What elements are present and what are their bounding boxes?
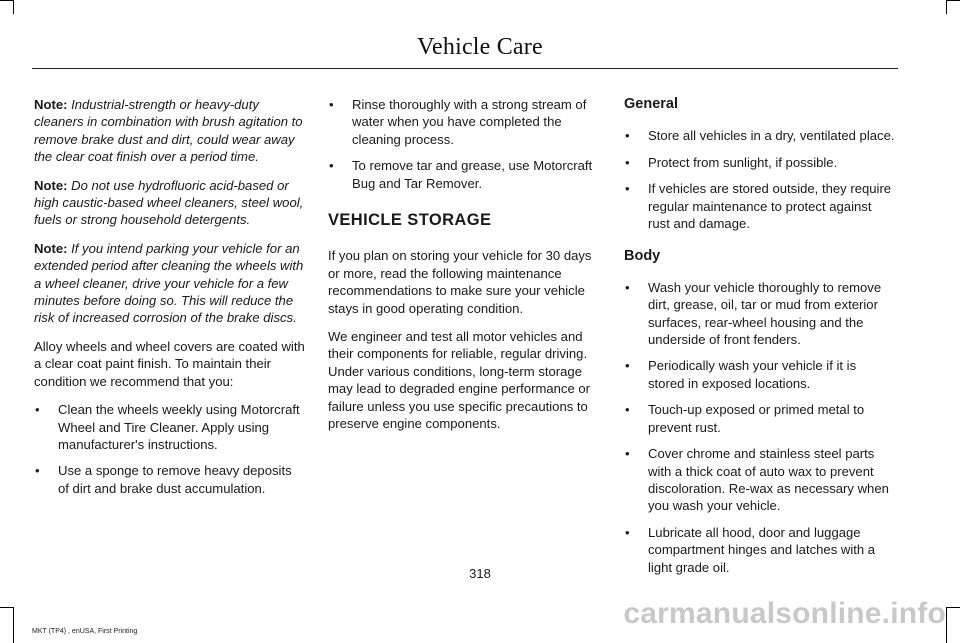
column-1 [34,96,306,511]
list-item: • Store all vehicles in a dry, ventilated place. [624,127,896,144]
list-item: • Touch-up exposed or primed metal to prevent rust. [624,401,896,436]
column-2 [328,96,600,444]
column-3 [624,96,896,590]
wheel-care-list-continued [328,96,600,192]
general-list [624,127,896,232]
note-label: Note: [34,240,68,256]
section-heading-vehicle-storage: VEHICLE STORAGE [328,211,492,230]
list-item: • Wash your vehicle thoroughly to remove dirt, grease, oil, tar or mud from exterior surfaces, rear-wheel housing and the underside of front fenders. [624,279,896,349]
header-divider [32,68,898,69]
note-label: Note: [34,177,68,193]
note-3 [34,240,306,327]
storage-intro-paragraph: If you plan on storing your vehicle for 30 days or more, read the following maintenance recommendations to make sure your vehicle stays in good operating condition. [328,248,592,316]
crop-mark-top-left [0,0,14,1]
list-item: • Clean the wheels weekly using Motorcraft Wheel and Tire Cleaner. Apply using manufacturer's instructions. [34,401,306,453]
crop-mark-bottom-right [946,607,947,643]
crop-mark-bottom-left-h [0,607,14,608]
note-label: Note: [34,97,68,112]
page-title: Vehicle Care [417,34,543,60]
list-item: • Use a sponge to remove heavy deposits of dirt and brake dust accumulation. [34,462,306,497]
wheel-care-list [34,401,306,497]
subheading-general: General [624,96,678,112]
crop-mark-bottom-right-h [946,607,960,608]
list-item: • Lubricate all hood, door and luggage compartment hinges and latches with a light grade oil. [624,524,896,576]
list-item: • To remove tar and grease, use Motorcraft Bug and Tar Remover. [328,157,600,192]
body-list [624,279,896,576]
alloy-wheels-paragraph: Alloy wheels and wheel covers are coated with a clear coat paint finish. To maintain their condition we recommend that you: [34,338,305,389]
print-info: MKT (TP4) , enUSA, First Printing [32,628,138,635]
note-2 [34,177,306,229]
watermark: carmanualsonline.info [623,597,946,630]
crop-mark-top-left-vertical [13,0,14,14]
list-item: • Rinse thoroughly with a strong stream of water when you have completed the cleaning process. [328,96,600,148]
crop-mark-top-right [946,0,960,1]
list-item: • Protect from sunlight, if possible. [624,154,896,171]
list-item: • Cover chrome and stainless steel parts with a thick coat of auto wax to prevent discoloration. Re-wax as necessary when you wash your vehicle. [624,445,896,515]
page-number: 318 [469,566,491,581]
list-item: • If vehicles are stored outside, they require regular maintenance to protect against rust and damage. [624,180,896,232]
list-item: • Periodically wash your vehicle if it is stored in exposed locations. [624,357,896,392]
storage-engineering-paragraph: We engineer and test all motor vehicles and their components for reliable, regular driving. Under various conditions, long-term storage may lead to degraded engine performance or failure unless you use specific precautions to preserve engine components. [328,329,591,432]
crop-mark-bottom-left [13,607,14,643]
note-text: Industrial-strength or heavy-duty cleaners in combination with brush agitation to remove brake dust and dirt, could wear away the clear coat finish over a period time. [34,97,303,165]
crop-mark-top-right-vertical [946,0,947,14]
note-text: Do not use hydrofluoric acid-based or high caustic-based wheel cleaners, steel wool, fuels or strong household detergents. [34,177,304,228]
note-text: If you intend parking your vehicle for an extended period after cleaning the wheels with a wheel cleaner, drive your vehicle for a few minutes before doing so. This will reduce the risk of increased corrosion of the brake discs. [34,240,304,326]
subheading-body: Body [624,248,661,265]
note-1 [34,96,306,166]
